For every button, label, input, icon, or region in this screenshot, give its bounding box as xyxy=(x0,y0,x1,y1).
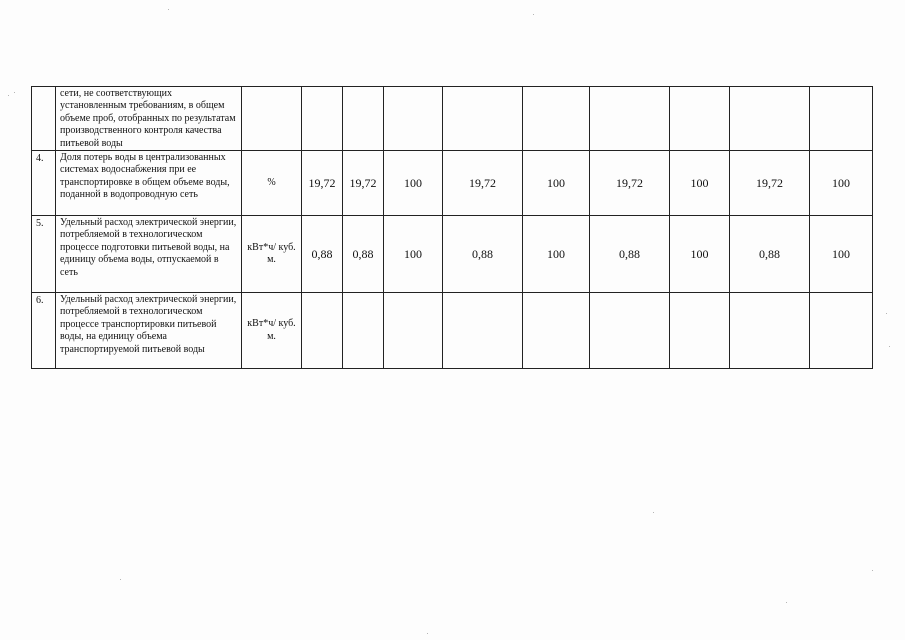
table-row xyxy=(32,87,873,151)
value-cell xyxy=(590,87,670,151)
value-cell: 100 xyxy=(384,151,443,216)
table-row xyxy=(32,216,873,293)
value-cell: 100 xyxy=(523,216,590,293)
indicator-description: Удельный расход электрической энергии, потребляемой в технологическом процессе подготовки питьевой воды, на единицу объема воды, отпускаемой в сеть xyxy=(56,216,242,293)
value-cell: 19,72 xyxy=(302,151,343,216)
scan-speck xyxy=(889,346,890,347)
unit-cell: кВт*ч/ куб. м. xyxy=(242,216,302,293)
value-cell: 100 xyxy=(810,151,873,216)
value-cell xyxy=(523,87,590,151)
row-number xyxy=(32,87,56,151)
value-cell xyxy=(810,293,873,369)
scan-speck xyxy=(168,9,169,10)
value-cell xyxy=(302,293,343,369)
value-cell xyxy=(670,87,730,151)
scan-speck xyxy=(120,579,121,580)
value-cell: 0,88 xyxy=(730,216,810,293)
scan-speck xyxy=(14,92,15,93)
table-row xyxy=(32,151,873,216)
value-cell xyxy=(384,293,443,369)
value-cell: 0,88 xyxy=(443,216,523,293)
value-cell: 0,88 xyxy=(590,216,670,293)
unit-cell xyxy=(242,87,302,151)
value-cell: 19,72 xyxy=(343,151,384,216)
table-row xyxy=(32,293,873,369)
value-cell: 19,72 xyxy=(590,151,670,216)
value-cell: 100 xyxy=(670,216,730,293)
value-cell: 19,72 xyxy=(730,151,810,216)
scan-speck xyxy=(653,512,654,513)
value-cell xyxy=(730,87,810,151)
value-cell xyxy=(670,293,730,369)
value-cell: 0,88 xyxy=(302,216,343,293)
value-cell xyxy=(343,293,384,369)
row-number: 4. xyxy=(32,151,56,216)
value-cell: 19,72 xyxy=(443,151,523,216)
row-number: 6. xyxy=(32,293,56,369)
value-cell: 100 xyxy=(670,151,730,216)
indicator-description: Удельный расход электрической энергии, потребляемой в технологическом процессе транспортировки питьевой воды, на единицу объема транспортируемой питьевой воды xyxy=(56,293,242,369)
row-number: 5. xyxy=(32,216,56,293)
indicators-table xyxy=(31,86,873,369)
value-cell: 100 xyxy=(523,151,590,216)
value-cell xyxy=(590,293,670,369)
scan-speck xyxy=(533,14,534,15)
indicator-description: сети, не соответствующих установленным требованиям, в общем объеме проб, отобранных по результатам производственного контроля качества питьевой воды xyxy=(56,87,242,151)
value-cell: 0,88 xyxy=(343,216,384,293)
value-cell xyxy=(384,87,443,151)
value-cell: 100 xyxy=(384,216,443,293)
scan-speck xyxy=(886,313,887,314)
value-cell xyxy=(523,293,590,369)
scan-speck xyxy=(872,570,873,571)
value-cell xyxy=(302,87,343,151)
value-cell: 100 xyxy=(810,216,873,293)
value-cell xyxy=(810,87,873,151)
scan-speck xyxy=(786,602,787,603)
unit-cell: % xyxy=(242,151,302,216)
value-cell xyxy=(730,293,810,369)
scan-speck xyxy=(427,633,428,634)
scan-speck xyxy=(8,95,9,96)
value-cell xyxy=(443,87,523,151)
value-cell xyxy=(443,293,523,369)
unit-cell: кВт*ч/ куб. м. xyxy=(242,293,302,369)
value-cell xyxy=(343,87,384,151)
indicator-description: Доля потерь воды в централизованных системах водоснабжения при ее транспортировке в общем объеме воды, поданной в водопроводную сеть xyxy=(56,151,242,216)
